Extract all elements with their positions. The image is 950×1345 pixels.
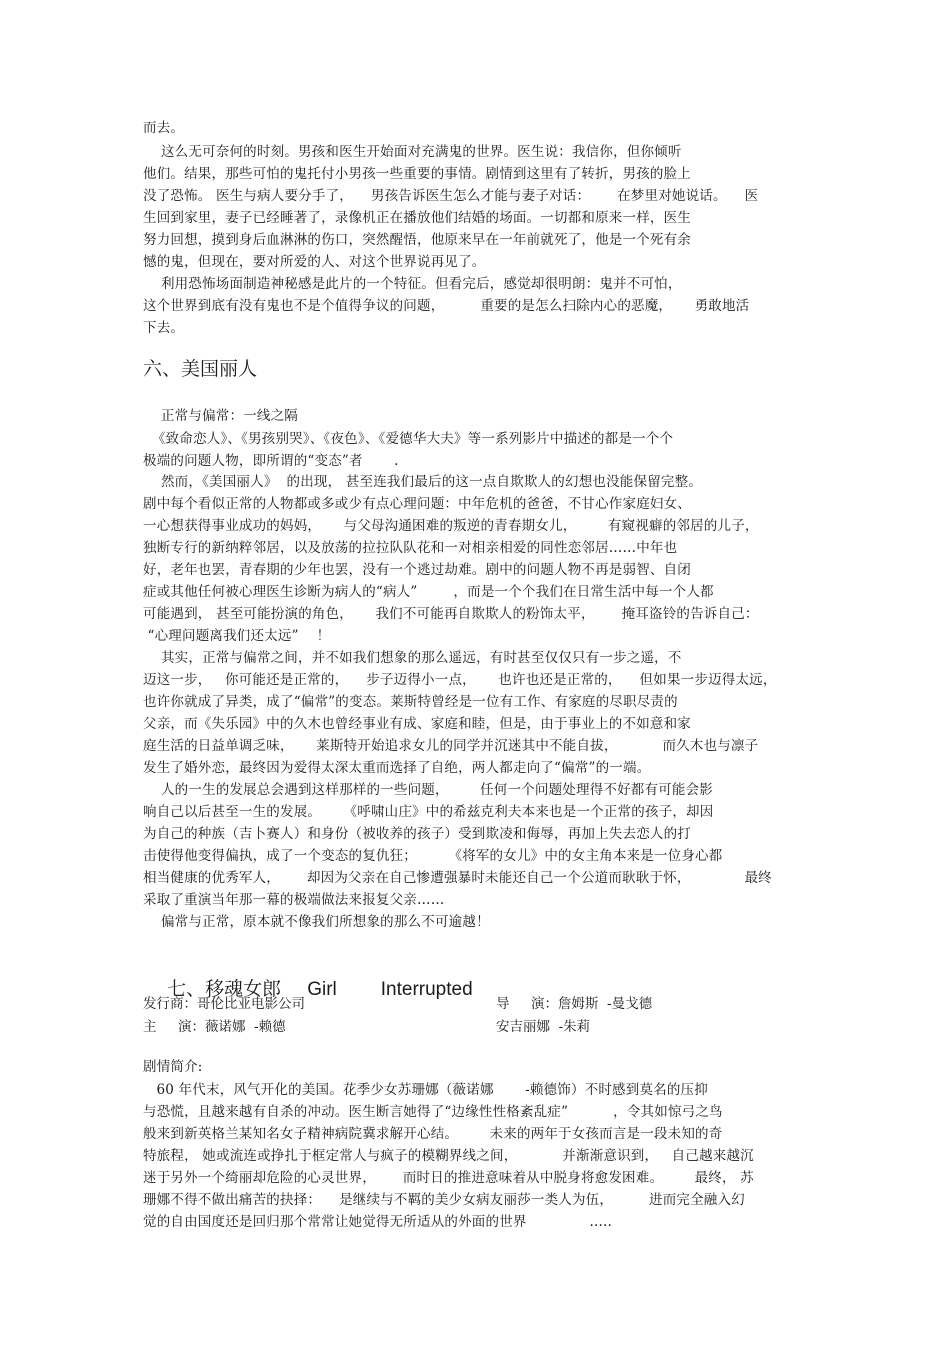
paragraph-line: 与恐慌，且越来越有自杀的冲动。医生断言她得了“边缘性性格紊乱症” ，令其如惊弓之鸟 — [143, 1104, 723, 1120]
synopsis-label: 剧情简介: — [143, 1059, 203, 1075]
paragraph-line: 他们。结果，那些可怕的鬼托付小男孩一些重要的事情。剧情到这里有了转折，男孩的脸上 — [143, 166, 691, 182]
paragraph-line: 父亲，而《失乐园》中的久木也曾经事业有成、家庭和睦，但是，由于事业上的不如意和家 — [143, 716, 691, 732]
paragraph-line: 60 年代末，风气开化的美国。花季少女苏珊娜（薇诺娜 -赖德饰）不时感到莫名的压抑 — [143, 1082, 708, 1098]
distributor: 发行商：哥伦比亚电影公司 — [143, 996, 305, 1012]
paragraph-line: 般来到新英格兰某知名女子精神病院冀求解开心结。 未来的两年于女孩而言是一段未知的奇 — [143, 1126, 723, 1142]
section-7-heading-en-1: Girl — [307, 979, 337, 1000]
paragraph-line: 响自己以后甚至一生的发展。 《呼啸山庄》中的希兹克利夫本来也是一个正常的孩子，却因 — [143, 804, 714, 820]
paragraph-line: 也许你就成了异类，成了“偏常”的变态。莱斯特曾经是一位有工作、有家庭的尽职尽责的 — [143, 694, 678, 710]
cast-second: 安吉丽娜 -朱莉 — [496, 1019, 591, 1035]
paragraph-line: 迷于另外一个绮丽却危险的心灵世界， 而时日的推进意味着从中脱身将愈发困难。 最终， 苏 — [143, 1170, 754, 1186]
paragraph-line: 发生了婚外恋，最终因为爱得太深太重而选择了自绝，两人都走向了“偏常”的一端。 — [143, 760, 651, 776]
paragraph-line: 剧中每个看似正常的人物都或多或少有点心理问题：中年危机的爸爸，不甘心作家庭妇女、 — [143, 496, 691, 512]
paragraph-line: 采取了重演当年那一幕的极端做法来报复父亲…… — [143, 892, 445, 908]
paragraph-line: 庭生活的日益单调乏味， 莱斯特开始追求女儿的同学并沉迷其中不能自拔， 而久木也与凛子 — [143, 738, 759, 754]
section-7-heading-en-2: Interrupted — [380, 979, 473, 1000]
paragraph-line: 症或其他任何被心理医生诊断为病人的“病人” ，而是一个个我们在日常生活中每一个人都 — [143, 584, 714, 600]
paragraph-line: 觉的自由国度还是回归那个常常让她觉得无所适从的外面的世界 ..... — [143, 1214, 612, 1230]
section-6-heading: 六、美国丽人 — [143, 358, 258, 380]
paragraph-line: 利用恐怖场面制造神秘感是此片的一个特征。但看完后，感觉却很明朗：鬼并不可怕， — [143, 276, 682, 292]
paragraph-line: 而去。 — [143, 120, 185, 136]
paragraph-line: 迈这一步， 你可能还是正常的， 步子迈得小一点， 也许也还是正常的， 但如果一步迈得太远， — [143, 672, 777, 688]
paragraph-line: 憾的鬼，但现在，要对所爱的人、对这个世界说再见了。 — [143, 254, 486, 270]
paragraph-line: 下去。 — [143, 320, 185, 336]
paragraph-line: 特旅程， 她或流连或挣扎于框定常人与疯子的模糊界线之间， 并渐渐意识到， 自己越来越沉 — [143, 1148, 754, 1164]
paragraph-line: 没了恐怖。 医生与病人要分手了， 男孩告诉医生怎么才能与妻子对话： 在梦里对她说话。 医 — [143, 188, 759, 204]
paragraph-line: 珊娜不得不做出痛苦的抉择： 是继续与不羁的美少女病友丽莎一类人为伍， 进而完全融入幻 — [143, 1192, 745, 1208]
paragraph-line: 正常与偏常：一线之隔 — [143, 408, 298, 424]
paragraph-line: “心理问题离我们还太远” ！ — [143, 628, 331, 644]
paragraph-line: 为自己的种族（吉卜赛人）和身份（被收养的孩子）受到欺凌和侮辱，再加上失去恋人的打 — [143, 826, 691, 842]
paragraph-line: 人的一生的发展总会遇到这样那样的一些问题， 任何一个问题处理得不好都有可能会影 — [143, 782, 714, 798]
section-7-heading-cn: 七、移魂女郎 — [167, 978, 282, 1000]
paragraph-line: 独断专行的新纳粹邻居，以及放荡的拉拉队队花和一对相亲相爱的同性恋邻居……中年也 — [143, 540, 678, 556]
paragraph-line: 偏常与正常，原本就不像我们所想象的那么不可逾越！ — [143, 914, 490, 930]
paragraph-line: 相当健康的优秀军人， 却因为父亲在自己惨遭强暴时未能还自己一个公道而耿耿于怀， 最终 — [143, 870, 772, 886]
paragraph-line: 生回到家里，妻子已经睡著了，录像机正在播放他们结婚的场面。一切都和原来一样，医生 — [143, 210, 691, 226]
paragraph-line: 极端的问题人物，即所谓的“变态”者 . — [143, 453, 399, 469]
paragraph-line: 努力回想，摸到身后血淋淋的伤口，突然醒悟，他原来早在一年前就死了，他是一个死有余 — [143, 232, 691, 248]
paragraph-line: 这个世界到底有没有鬼也不是个值得争议的问题， 重要的是怎么扫除内心的恶魔， 勇敢地活 — [143, 298, 750, 314]
paragraph-line: 《致命恋人》、《男孩别哭》、《夜色》、《爱德华大夫》等一系列影片中描述的都是一个个 — [143, 431, 674, 447]
paragraph-line: 一心想获得事业成功的妈妈， 与父母沟通困难的叛逆的青春期女儿， 有窥视癖的邻居的儿子， — [143, 518, 759, 534]
director: 导 演：詹姆斯 -曼戈德 — [496, 996, 653, 1012]
paragraph-line: 这么无可奈何的时刻。男孩和医生开始面对充满鬼的世界。医生说：我信你，但你倾听 — [143, 144, 682, 160]
paragraph-line: 可能遇到， 甚至可能扮演的角色， 我们不可能再自欺欺人的粉饰太平， 掩耳盗铃的告诉自己： — [143, 606, 759, 622]
paragraph-line: 击使得他变得偏执，成了一个变态的复仇狂； 《将军的女儿》中的女主角本来是一位身心都 — [143, 848, 723, 864]
paragraph-line: 其实，正常与偏常之间，并不如我们想象的那么遥远，有时甚至仅仅只有一步之遥，不 — [143, 650, 682, 666]
paragraph-line: 然而，《美国丽人》 的出现， 甚至连我们最后的这一点自欺欺人的幻想也没能保留完整。 — [143, 474, 702, 490]
paragraph-line: 好，老年也罢，青春期的少年也罢，没有一个逃过劫难。剧中的问题人物不再是弱智、自闭 — [143, 562, 691, 578]
cast-lead: 主 演：薇诺娜 -赖德 — [143, 1019, 286, 1035]
